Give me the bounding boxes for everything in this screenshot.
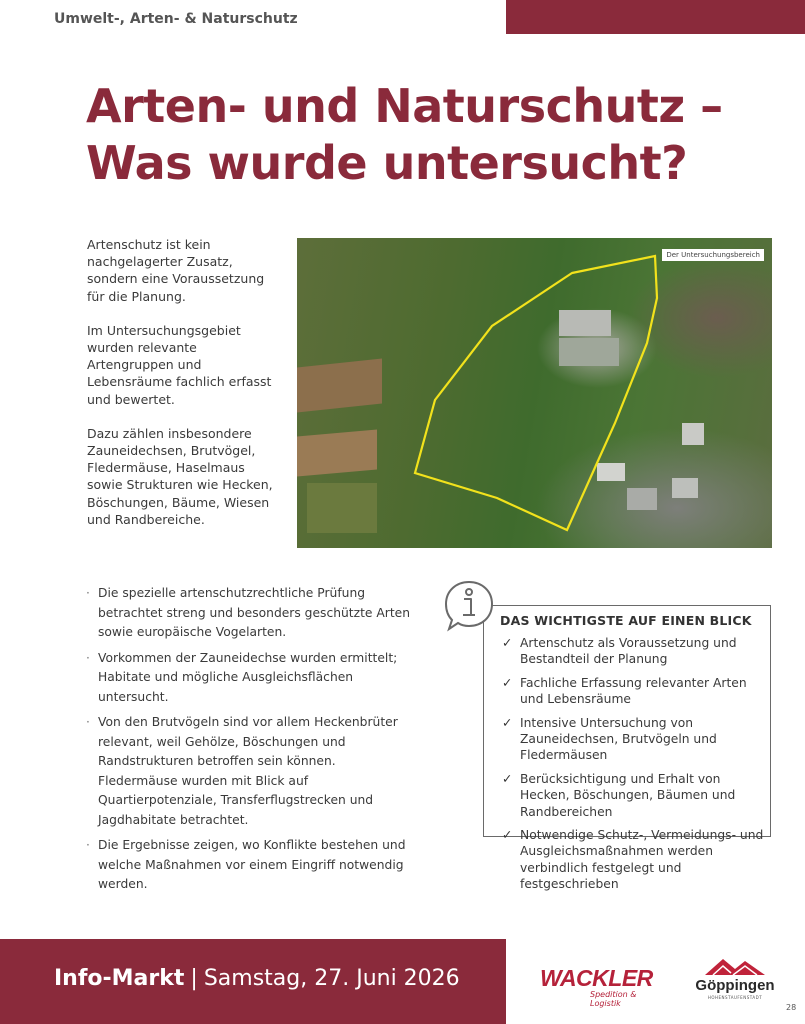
goeppingen-logo-name: Göppingen xyxy=(695,977,775,994)
checkmark-icon: ✓ xyxy=(502,771,513,786)
wackler-logo xyxy=(540,966,668,1008)
list-item: · Die spezielle artenschutzrechtliche Prüfung betrachtet streng und besonders geschützte Arten sowie europäische Vogelarten. xyxy=(86,584,416,643)
list-item: · Von den Brutvögeln sind vor allem Heckenbrüter relevant, weil Gehölze, Böschungen und Randstrukturen betroffen sein können. Fledermäuse wurden mit Blick auf Quartierpotenziale, Transferflugstrecken und Jagdhabitate betrachtet. xyxy=(86,713,416,830)
summary-box-title: DAS WICHTIGSTE AUF EINEN BLICK xyxy=(500,613,752,628)
intro-paragraph: Dazu zählen insbesondere Zauneidechsen, Brutvögel, Fledermäuse, Haselmaus sowie Strukturen wie Hecken, Böschungen, Bäume, Wiesen und Randbereiche. xyxy=(87,425,273,527)
page-title xyxy=(86,78,766,192)
intro-paragraph: Im Untersuchungsgebiet wurden relevante Artengruppen und Lebensräume fachlich erfasst und bewertet. xyxy=(87,322,272,407)
goeppingen-logo-subtitle: HOHENSTAUFENSTADT xyxy=(707,995,763,1000)
intro-text xyxy=(87,236,277,545)
summary-item xyxy=(502,675,764,708)
summary-item-text: Fachliche Erfassung relevanter Arten und Lebensräume xyxy=(520,675,747,707)
summary-item xyxy=(502,771,764,820)
footer-event-name: Info-Markt xyxy=(54,966,185,991)
header-accent-bar xyxy=(506,0,805,34)
checkmark-icon: ✓ xyxy=(502,675,513,690)
wackler-logo-name: WACKLER xyxy=(540,965,653,991)
summary-item-text: Intensive Untersuchung von Zauneidechsen, Brutvögeln und Fledermäusen xyxy=(520,715,717,763)
page-number: 28 xyxy=(786,1003,797,1012)
intro-paragraph: Artenschutz ist kein nachgelagerter Zusatz, sondern eine Voraussetzung für die Planung. xyxy=(87,237,265,304)
checkmark-icon: ✓ xyxy=(502,828,513,843)
section-label: Umwelt-, Arten- & Naturschutz xyxy=(54,11,298,27)
footer-event xyxy=(54,966,460,991)
wackler-logo-subtitle: Spedition & Logistik xyxy=(590,990,637,1008)
map-label: Der Untersuchungsbereich xyxy=(662,249,764,261)
study-area-outline xyxy=(297,238,772,548)
goeppingen-logo xyxy=(690,957,780,1000)
footer-date: Samstag, 27. Juni 2026 xyxy=(203,966,460,991)
aerial-map xyxy=(297,238,772,548)
summary-item xyxy=(502,827,764,893)
summary-item-text: Artenschutz als Voraussetzung und Bestandteil der Planung xyxy=(520,636,737,667)
checkmark-icon: ✓ xyxy=(502,636,513,650)
list-item: · Die Ergebnisse zeigen, wo Konflikte bestehen und welche Maßnahmen vor einem Eingriff notwendig werden. xyxy=(86,836,416,895)
summary-item xyxy=(502,715,764,764)
summary-item xyxy=(502,635,764,668)
page-title-line-2: Was wurde untersucht? xyxy=(86,136,688,190)
summary-box xyxy=(483,605,771,892)
goeppingen-mountains-icon xyxy=(703,957,767,977)
list-item: · Vorkommen der Zauneidechse wurden ermittelt; Habitate und mögliche Ausgleichsflächen untersucht. xyxy=(86,649,416,708)
summary-list xyxy=(502,635,764,900)
checkmark-icon: ✓ xyxy=(502,715,513,730)
summary-item-text: Berücksichtigung und Erhalt von Hecken, Böschungen, Bäumen und Randbereichen xyxy=(520,771,736,819)
footer-separator: | xyxy=(190,966,198,991)
page-title-line-1: Arten- und Naturschutz – xyxy=(86,79,723,133)
info-icon xyxy=(443,579,495,633)
bullet-list xyxy=(86,584,416,901)
summary-item-text: Notwendige Schutz-, Vermeidungs- und Ausgleichsmaßnahmen werden verbindlich festgelegt und festgeschrieben xyxy=(520,828,764,892)
